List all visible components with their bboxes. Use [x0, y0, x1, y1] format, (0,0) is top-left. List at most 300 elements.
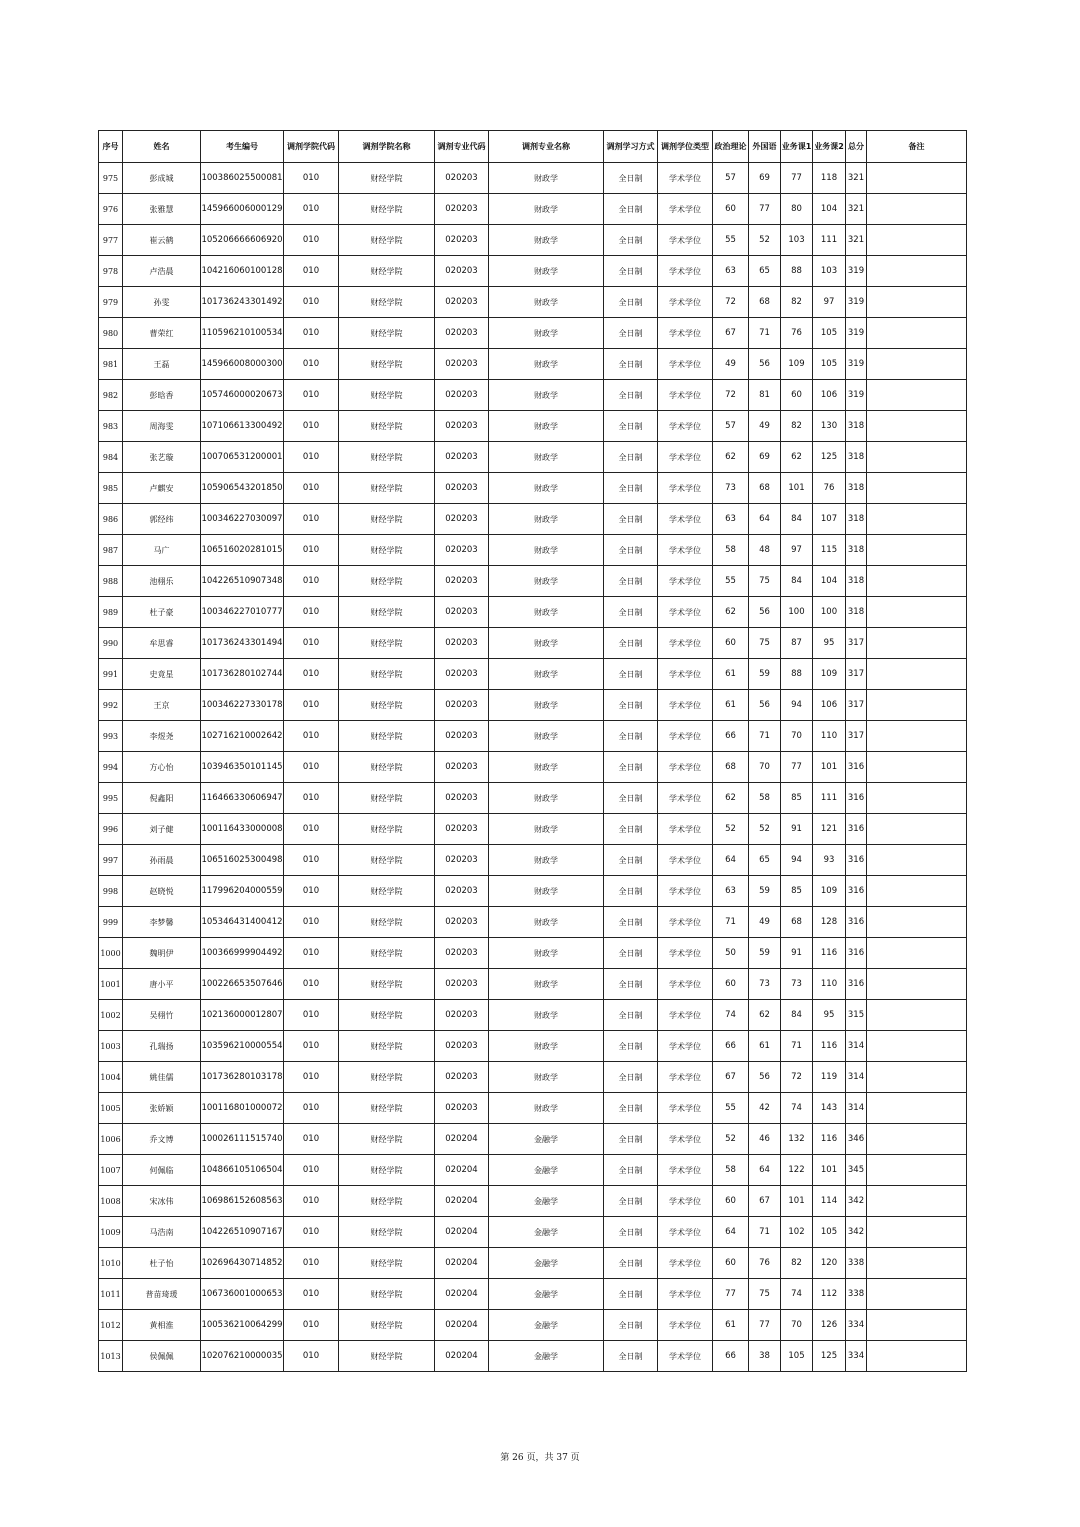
table-cell: 学术学位 — [658, 938, 713, 969]
table-cell: 全日制 — [604, 969, 658, 1000]
table-cell: 992 — [99, 690, 123, 721]
table-row — [99, 1062, 967, 1093]
table-cell: 103 — [813, 256, 846, 287]
table-cell: 全日制 — [604, 566, 658, 597]
table-cell: 319 — [846, 380, 867, 411]
table-cell: 全日制 — [604, 1186, 658, 1217]
table-cell: 116 — [813, 1031, 846, 1062]
table-cell: 010 — [284, 752, 339, 783]
table-cell: 学术学位 — [658, 380, 713, 411]
table-cell: 孔瑞扬 — [123, 1031, 201, 1062]
column-header: 总分 — [846, 131, 867, 163]
table-cell: 319 — [846, 287, 867, 318]
table-cell: 111 — [813, 783, 846, 814]
table-cell: 财经学院 — [339, 597, 435, 628]
table-cell: 财经学院 — [339, 1248, 435, 1279]
table-cell: 010 — [284, 535, 339, 566]
table-cell: 学术学位 — [658, 566, 713, 597]
table-header-row — [99, 131, 967, 163]
table-cell: 魏明伊 — [123, 938, 201, 969]
table-cell: 989 — [99, 597, 123, 628]
table-row — [99, 814, 967, 845]
table-cell: 财经学院 — [339, 504, 435, 535]
table-cell: 97 — [781, 535, 813, 566]
table-cell: 财经学院 — [339, 1217, 435, 1248]
table-cell: 125 — [813, 1341, 846, 1372]
table-cell: 金融学 — [489, 1310, 604, 1341]
table-cell: 72 — [713, 380, 749, 411]
table-cell: 87 — [781, 628, 813, 659]
table-cell: 吴栩竹 — [123, 1000, 201, 1031]
table-cell: 财经学院 — [339, 442, 435, 473]
table-cell: 125 — [813, 442, 846, 473]
table-cell: 财经学院 — [339, 411, 435, 442]
table-cell: 58 — [749, 783, 781, 814]
table-row — [99, 1248, 967, 1279]
table-cell: 100346227330178 — [201, 690, 284, 721]
table-cell: 1005 — [99, 1093, 123, 1124]
table-cell: 王京 — [123, 690, 201, 721]
table-cell — [867, 442, 967, 473]
table-cell: 84 — [781, 566, 813, 597]
table-cell: 财经学院 — [339, 194, 435, 225]
table-cell: 122 — [781, 1155, 813, 1186]
table-cell: 115 — [813, 535, 846, 566]
table-cell: 70 — [749, 752, 781, 783]
table-cell: 财经学院 — [339, 752, 435, 783]
table-cell: 145966006000129 — [201, 194, 284, 225]
table-cell: 73 — [781, 969, 813, 1000]
table-cell: 卢浩晨 — [123, 256, 201, 287]
table-cell: 996 — [99, 814, 123, 845]
table-cell: 学术学位 — [658, 225, 713, 256]
table-cell: 020203 — [435, 938, 489, 969]
table-cell: 70 — [781, 721, 813, 752]
table-cell: 82 — [781, 1248, 813, 1279]
table-cell: 财经学院 — [339, 473, 435, 504]
table-cell: 学术学位 — [658, 1031, 713, 1062]
table-cell: 学术学位 — [658, 442, 713, 473]
table-cell: 010 — [284, 1310, 339, 1341]
table-cell: 88 — [781, 659, 813, 690]
table-cell: 崔云鹤 — [123, 225, 201, 256]
table-cell: 全日制 — [604, 752, 658, 783]
table-cell: 57 — [713, 411, 749, 442]
table-cell: 财经学院 — [339, 225, 435, 256]
table-cell: 全日制 — [604, 225, 658, 256]
table-cell: 119 — [813, 1062, 846, 1093]
table-cell — [867, 163, 967, 194]
table-cell: 财政学 — [489, 566, 604, 597]
table-cell: 010 — [284, 1124, 339, 1155]
table-cell: 财政学 — [489, 504, 604, 535]
table-cell: 55 — [713, 566, 749, 597]
table-cell: 319 — [846, 318, 867, 349]
table-cell: 70 — [781, 1310, 813, 1341]
table-cell: 金融学 — [489, 1124, 604, 1155]
table-cell: 106516025300498 — [201, 845, 284, 876]
table-cell: 315 — [846, 1000, 867, 1031]
table-row — [99, 907, 967, 938]
table-row — [99, 659, 967, 690]
table-row — [99, 1031, 967, 1062]
table-cell: 财经学院 — [339, 690, 435, 721]
table-cell: 张雅慧 — [123, 194, 201, 225]
table-cell: 郭经纬 — [123, 504, 201, 535]
table-cell: 59 — [749, 938, 781, 969]
table-cell: 67 — [713, 1062, 749, 1093]
table-cell: 334 — [846, 1341, 867, 1372]
table-cell: 338 — [846, 1279, 867, 1310]
table-cell: 49 — [749, 907, 781, 938]
table-cell: 316 — [846, 752, 867, 783]
table-cell: 97 — [813, 287, 846, 318]
table-cell: 103 — [781, 225, 813, 256]
table-cell: 财经学院 — [339, 566, 435, 597]
table-cell: 财政学 — [489, 876, 604, 907]
table-cell: 105 — [781, 1341, 813, 1372]
table-cell: 020204 — [435, 1341, 489, 1372]
table-cell: 财经学院 — [339, 1186, 435, 1217]
table-cell: 69 — [749, 442, 781, 473]
table-cell: 010 — [284, 721, 339, 752]
table-cell: 76 — [781, 318, 813, 349]
table-cell: 020204 — [435, 1310, 489, 1341]
table-cell: 106 — [813, 380, 846, 411]
table-cell: 66 — [713, 1031, 749, 1062]
table-cell: 姚佳儒 — [123, 1062, 201, 1093]
table-cell: 财经学院 — [339, 938, 435, 969]
table-cell: 020204 — [435, 1155, 489, 1186]
table-cell: 010 — [284, 1217, 339, 1248]
table-cell — [867, 287, 967, 318]
table-cell: 1001 — [99, 969, 123, 1000]
table-cell: 010 — [284, 349, 339, 380]
table-cell: 60 — [713, 1186, 749, 1217]
table-cell: 020204 — [435, 1248, 489, 1279]
table-cell: 52 — [713, 814, 749, 845]
table-cell: 财政学 — [489, 535, 604, 566]
table-cell: 财经学院 — [339, 1341, 435, 1372]
table-cell: 63 — [713, 256, 749, 287]
table-cell: 48 — [749, 535, 781, 566]
table-cell: 全日制 — [604, 907, 658, 938]
table-cell: 95 — [813, 1000, 846, 1031]
table-cell: 财政学 — [489, 752, 604, 783]
table-cell: 全日制 — [604, 1310, 658, 1341]
table-cell: 020203 — [435, 659, 489, 690]
table-cell: 全日制 — [604, 1093, 658, 1124]
table-cell: 105 — [813, 349, 846, 380]
table-cell: 101 — [813, 752, 846, 783]
table-cell: 020203 — [435, 845, 489, 876]
table-cell: 牟思睿 — [123, 628, 201, 659]
table-cell: 财政学 — [489, 411, 604, 442]
table-cell: 学术学位 — [658, 969, 713, 1000]
table-cell: 61 — [713, 690, 749, 721]
table-cell: 994 — [99, 752, 123, 783]
table-cell: 020204 — [435, 1217, 489, 1248]
table-cell: 1004 — [99, 1062, 123, 1093]
table-cell: 103596210000554 — [201, 1031, 284, 1062]
table-cell — [867, 225, 967, 256]
table-cell: 彭晗香 — [123, 380, 201, 411]
table-cell: 020203 — [435, 535, 489, 566]
table-cell: 102136000012807 — [201, 1000, 284, 1031]
table-cell: 998 — [99, 876, 123, 907]
column-header: 调剂学位类型 — [658, 131, 713, 163]
table-row — [99, 287, 967, 318]
table-cell: 105906543201850 — [201, 473, 284, 504]
table-cell: 61 — [749, 1031, 781, 1062]
table-cell: 104866105106504 — [201, 1155, 284, 1186]
table-cell: 93 — [813, 845, 846, 876]
table-cell: 110 — [813, 969, 846, 1000]
table-cell: 财政学 — [489, 225, 604, 256]
table-row — [99, 442, 967, 473]
table-cell: 赵晓悦 — [123, 876, 201, 907]
table-cell: 财经学院 — [339, 535, 435, 566]
table-cell: 71 — [781, 1031, 813, 1062]
table-cell: 109 — [813, 876, 846, 907]
table-cell: 财政学 — [489, 814, 604, 845]
table-cell: 67 — [749, 1186, 781, 1217]
table-cell: 104 — [813, 194, 846, 225]
table-cell: 学术学位 — [658, 194, 713, 225]
table-cell: 61 — [713, 659, 749, 690]
table-cell: 145966008000300 — [201, 349, 284, 380]
table-cell: 993 — [99, 721, 123, 752]
table-cell: 318 — [846, 411, 867, 442]
table-cell: 020203 — [435, 752, 489, 783]
table-cell: 010 — [284, 1186, 339, 1217]
table-cell: 81 — [749, 380, 781, 411]
table-cell: 100116433000008 — [201, 814, 284, 845]
table-cell: 全日制 — [604, 1031, 658, 1062]
table-cell: 金融学 — [489, 1341, 604, 1372]
table-cell: 101736243301492 — [201, 287, 284, 318]
table-cell: 318 — [846, 597, 867, 628]
table-cell: 020203 — [435, 783, 489, 814]
table-cell: 020203 — [435, 194, 489, 225]
table-cell: 全日制 — [604, 1124, 658, 1155]
table-cell: 全日制 — [604, 535, 658, 566]
table-cell — [867, 907, 967, 938]
table-cell: 46 — [749, 1124, 781, 1155]
table-cell: 财经学院 — [339, 380, 435, 411]
table-cell: 020203 — [435, 876, 489, 907]
table-cell: 101 — [781, 1186, 813, 1217]
table-cell: 学术学位 — [658, 659, 713, 690]
table-cell: 财经学院 — [339, 783, 435, 814]
table-cell: 刘子健 — [123, 814, 201, 845]
table-cell: 77 — [781, 163, 813, 194]
table-cell: 345 — [846, 1155, 867, 1186]
table-cell: 唐小平 — [123, 969, 201, 1000]
table-row — [99, 349, 967, 380]
column-header: 调剂学院名称 — [339, 131, 435, 163]
table-cell: 60 — [713, 194, 749, 225]
table-cell: 102696430714852 — [201, 1248, 284, 1279]
table-cell — [867, 783, 967, 814]
table-cell: 学术学位 — [658, 287, 713, 318]
table-cell: 全日制 — [604, 504, 658, 535]
table-row — [99, 1186, 967, 1217]
table-cell: 62 — [781, 442, 813, 473]
table-cell: 94 — [781, 845, 813, 876]
table-cell: 981 — [99, 349, 123, 380]
table-cell: 020203 — [435, 287, 489, 318]
table-cell — [867, 969, 967, 1000]
table-cell: 金融学 — [489, 1155, 604, 1186]
table-cell: 71 — [749, 318, 781, 349]
table-row — [99, 1155, 967, 1186]
table-cell: 李煜尧 — [123, 721, 201, 752]
table-cell: 60 — [713, 969, 749, 1000]
column-header: 考生编号 — [201, 131, 284, 163]
table-cell: 105 — [813, 1217, 846, 1248]
table-cell: 984 — [99, 442, 123, 473]
table-cell: 100706531200001 — [201, 442, 284, 473]
table-cell: 74 — [713, 1000, 749, 1031]
table-cell: 全日制 — [604, 287, 658, 318]
table-cell: 学术学位 — [658, 845, 713, 876]
table-cell: 1008 — [99, 1186, 123, 1217]
table-cell — [867, 1031, 967, 1062]
table-cell: 316 — [846, 783, 867, 814]
table-cell: 318 — [846, 442, 867, 473]
table-cell: 财经学院 — [339, 628, 435, 659]
table-cell: 学术学位 — [658, 349, 713, 380]
table-cell — [867, 1248, 967, 1279]
table-cell: 池栩乐 — [123, 566, 201, 597]
table-cell: 学术学位 — [658, 752, 713, 783]
table-cell: 104 — [813, 566, 846, 597]
table-cell: 010 — [284, 504, 339, 535]
table-cell: 020203 — [435, 814, 489, 845]
table-cell: 财经学院 — [339, 1093, 435, 1124]
table-cell: 990 — [99, 628, 123, 659]
table-row — [99, 225, 967, 256]
table-cell: 020203 — [435, 721, 489, 752]
table-cell: 101736280103178 — [201, 1062, 284, 1093]
table-cell: 020203 — [435, 907, 489, 938]
table-cell: 107 — [813, 504, 846, 535]
table-cell: 317 — [846, 690, 867, 721]
table-cell: 曹荣红 — [123, 318, 201, 349]
table-cell: 112 — [813, 1279, 846, 1310]
table-cell: 020203 — [435, 1062, 489, 1093]
table-cell: 020203 — [435, 1000, 489, 1031]
table-cell: 56 — [749, 597, 781, 628]
table-cell: 976 — [99, 194, 123, 225]
table-cell: 316 — [846, 969, 867, 1000]
column-header: 调剂学习方式 — [604, 131, 658, 163]
table-cell: 132 — [781, 1124, 813, 1155]
table-cell: 58 — [713, 1155, 749, 1186]
table-cell: 995 — [99, 783, 123, 814]
table-cell: 020203 — [435, 411, 489, 442]
table-cell: 马浩南 — [123, 1217, 201, 1248]
table-cell: 学术学位 — [658, 1341, 713, 1372]
table-cell: 学术学位 — [658, 690, 713, 721]
table-cell: 64 — [749, 504, 781, 535]
table-cell: 319 — [846, 256, 867, 287]
table-cell: 60 — [713, 628, 749, 659]
table-cell: 1000 — [99, 938, 123, 969]
table-cell: 71 — [713, 907, 749, 938]
table-cell: 学术学位 — [658, 411, 713, 442]
table-cell: 财经学院 — [339, 1124, 435, 1155]
table-cell: 张娇颖 — [123, 1093, 201, 1124]
table-cell: 63 — [713, 504, 749, 535]
table-cell: 56 — [749, 1062, 781, 1093]
table-cell: 学术学位 — [658, 1093, 713, 1124]
table-cell — [867, 1341, 967, 1372]
table-cell: 100 — [813, 597, 846, 628]
table-cell: 王磊 — [123, 349, 201, 380]
table-cell: 史竟星 — [123, 659, 201, 690]
table-cell: 010 — [284, 256, 339, 287]
table-cell: 020203 — [435, 256, 489, 287]
table-cell: 020204 — [435, 1279, 489, 1310]
table-cell: 财政学 — [489, 380, 604, 411]
table-cell: 979 — [99, 287, 123, 318]
table-cell: 杜子怡 — [123, 1248, 201, 1279]
table-cell: 财政学 — [489, 845, 604, 876]
table-cell: 342 — [846, 1186, 867, 1217]
table-cell: 学术学位 — [658, 628, 713, 659]
table-cell: 987 — [99, 535, 123, 566]
table-cell: 学术学位 — [658, 473, 713, 504]
table-cell: 财政学 — [489, 659, 604, 690]
table-cell: 106986152608563 — [201, 1186, 284, 1217]
table-cell: 319 — [846, 349, 867, 380]
table-cell: 67 — [713, 318, 749, 349]
table-cell: 109 — [813, 659, 846, 690]
table-cell: 52 — [749, 814, 781, 845]
table-cell: 106 — [813, 690, 846, 721]
table-cell: 76 — [813, 473, 846, 504]
table-cell: 68 — [781, 907, 813, 938]
table-cell: 60 — [781, 380, 813, 411]
table-cell: 全日制 — [604, 1000, 658, 1031]
table-cell: 全日制 — [604, 1279, 658, 1310]
table-cell: 全日制 — [604, 163, 658, 194]
table-cell: 财政学 — [489, 690, 604, 721]
table-cell: 74 — [781, 1279, 813, 1310]
column-header: 业务课2 — [813, 131, 846, 163]
table-cell: 学术学位 — [658, 1186, 713, 1217]
table-cell: 316 — [846, 907, 867, 938]
table-cell: 全日制 — [604, 814, 658, 845]
table-cell: 财经学院 — [339, 1000, 435, 1031]
table-row — [99, 628, 967, 659]
table-cell: 全日制 — [604, 628, 658, 659]
table-cell: 100 — [781, 597, 813, 628]
table-cell: 130 — [813, 411, 846, 442]
table-cell: 孙雯 — [123, 287, 201, 318]
table-cell: 73 — [749, 969, 781, 1000]
table-cell: 010 — [284, 1093, 339, 1124]
table-cell: 56 — [749, 690, 781, 721]
table-cell: 财政学 — [489, 318, 604, 349]
table-cell: 金融学 — [489, 1279, 604, 1310]
table-cell: 321 — [846, 225, 867, 256]
table-cell: 104216060100128 — [201, 256, 284, 287]
table-cell: 982 — [99, 380, 123, 411]
table-cell: 全日制 — [604, 1062, 658, 1093]
